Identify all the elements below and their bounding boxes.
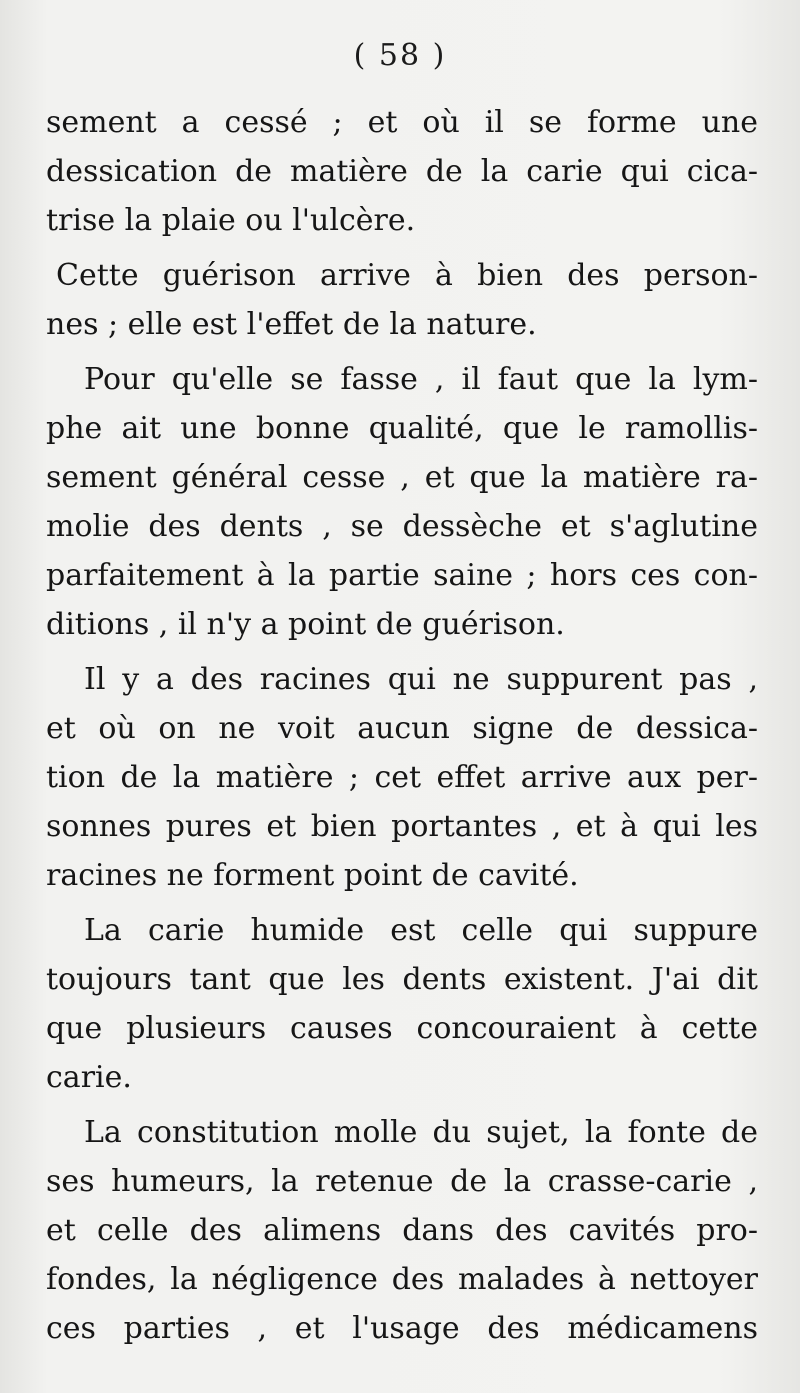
text-line: phe ait une bonne qualité, que le ramollis-: [46, 411, 758, 446]
text-line: Cette guérison arrive à bien des person-: [56, 258, 758, 293]
text-line: carie.: [46, 1060, 132, 1095]
paragraph: [46, 355, 758, 649]
text-line: Il y a des racines qui ne suppurent pas ,: [84, 662, 758, 697]
text-line: ces parties , et l'usage des médicamens: [46, 1311, 758, 1346]
text-line: sement général cesse , et que la matière ra-: [46, 460, 758, 495]
paragraph: [46, 906, 758, 1102]
text-line: tion de la matière ; cet effet arrive aux per-: [46, 760, 758, 795]
text-line: fondes, la négligence des malades à nettoyer: [46, 1262, 758, 1297]
text-line: nes ; elle est l'effet de la nature.: [46, 307, 537, 342]
text-line: La constitution molle du sujet, la fonte de: [84, 1115, 758, 1150]
text-line: sonnes pures et bien portantes , et à qui les: [46, 809, 758, 844]
text-line: molie des dents , se dessèche et s'aglutine: [46, 509, 758, 544]
paragraph: [46, 655, 758, 900]
text-line: La carie humide est celle qui suppure: [84, 913, 758, 948]
page-number: ( 58 ): [353, 38, 447, 73]
text-line: que plusieurs causes concouraient à cette: [46, 1011, 758, 1046]
body-text: [46, 98, 758, 1353]
text-line: ditions , il n'y a point de guérison.: [46, 607, 565, 642]
text-line: ses humeurs, la retenue de la crasse-carie ,: [46, 1164, 758, 1199]
paragraph: [46, 1108, 758, 1353]
text-line: racines ne forment point de cavité.: [46, 858, 579, 893]
text-line: parfaitement à la partie saine ; hors ces con-: [46, 558, 758, 593]
text-line: sement a cessé ; et où il se forme une: [46, 105, 758, 140]
paragraph: [46, 251, 758, 349]
text-line: dessication de matière de la carie qui cica-: [46, 154, 758, 189]
text-line: trise la plaie ou l'ulcère.: [46, 203, 416, 238]
paragraph: [46, 98, 758, 245]
text-line: Pour qu'elle se fasse , il faut que la lym-: [84, 362, 758, 397]
text-line: et où on ne voit aucun signe de dessica-: [46, 711, 758, 746]
text-line: et celle des alimens dans des cavités pro-: [46, 1213, 758, 1248]
text-line: toujours tant que les dents existent. J'ai dit: [46, 962, 758, 997]
